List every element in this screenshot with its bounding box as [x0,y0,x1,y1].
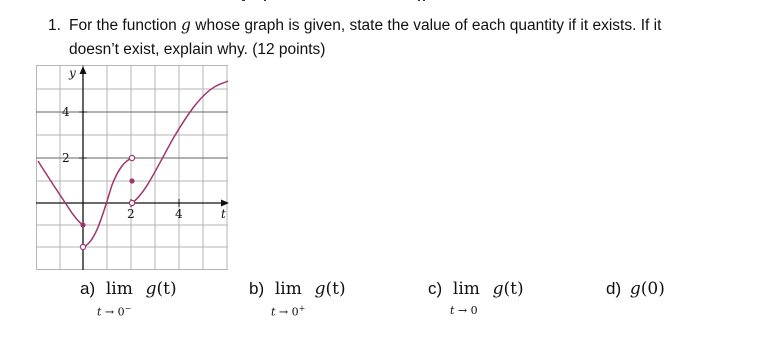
cropped-text-fragment [230,0,530,3]
part-b-label: b) [249,279,265,298]
open-point-axis [129,200,134,205]
part-b-func: g [314,279,326,299]
function-graph [36,65,236,277]
part-c-func: g [492,279,504,299]
part-a-func: g [145,279,157,299]
y-tick-label-4: 4 [62,105,70,119]
part-a [80,279,177,319]
part-d-arg: (0) [640,279,665,299]
question-variable: g [181,16,191,34]
part-d-label: d) [606,279,622,298]
question-text [48,13,738,62]
question-line-1 [48,13,738,38]
question-line-2: doesn’t exist, explain why. (12 points) [69,41,326,58]
question-text-part1: For the function [69,17,182,34]
part-c-lim: lim [452,279,480,299]
closed-point-middle [129,178,134,183]
open-point-upper [129,155,134,160]
question-number: 1. [48,17,61,34]
part-b-arg: (t) [325,279,346,299]
curve-right-branch [132,81,228,203]
part-d [606,279,665,299]
part-a-subscript: t → 0− [97,304,132,319]
part-c-label: c) [428,279,443,298]
part-c [428,279,524,317]
y-axis-label: y [69,66,76,80]
part-a-arg: (t) [156,279,177,299]
question-text-part2: whose graph is given, state the value of each quantity if it exists. If it [190,17,662,34]
part-a-label: a) [80,279,96,298]
closed-point-left [80,222,85,227]
part-b-lim: lim [274,279,302,299]
part-b-subscript: t → 0+ [271,304,306,319]
part-b [249,279,346,319]
part-d-func: g [629,279,641,299]
x-axis-label: t [221,207,226,221]
x-tick-label-2: 2 [127,207,135,221]
open-point-origin [80,244,85,249]
major-grid [36,65,228,270]
grid [36,65,228,270]
part-a-lim: lim [105,279,133,299]
x-tick-label-4: 4 [175,207,183,221]
y-axis [80,66,87,270]
part-c-arg: (t) [503,279,524,299]
y-tick-label-2: 2 [62,151,70,165]
part-c-subscript: t → 0 [450,304,478,317]
